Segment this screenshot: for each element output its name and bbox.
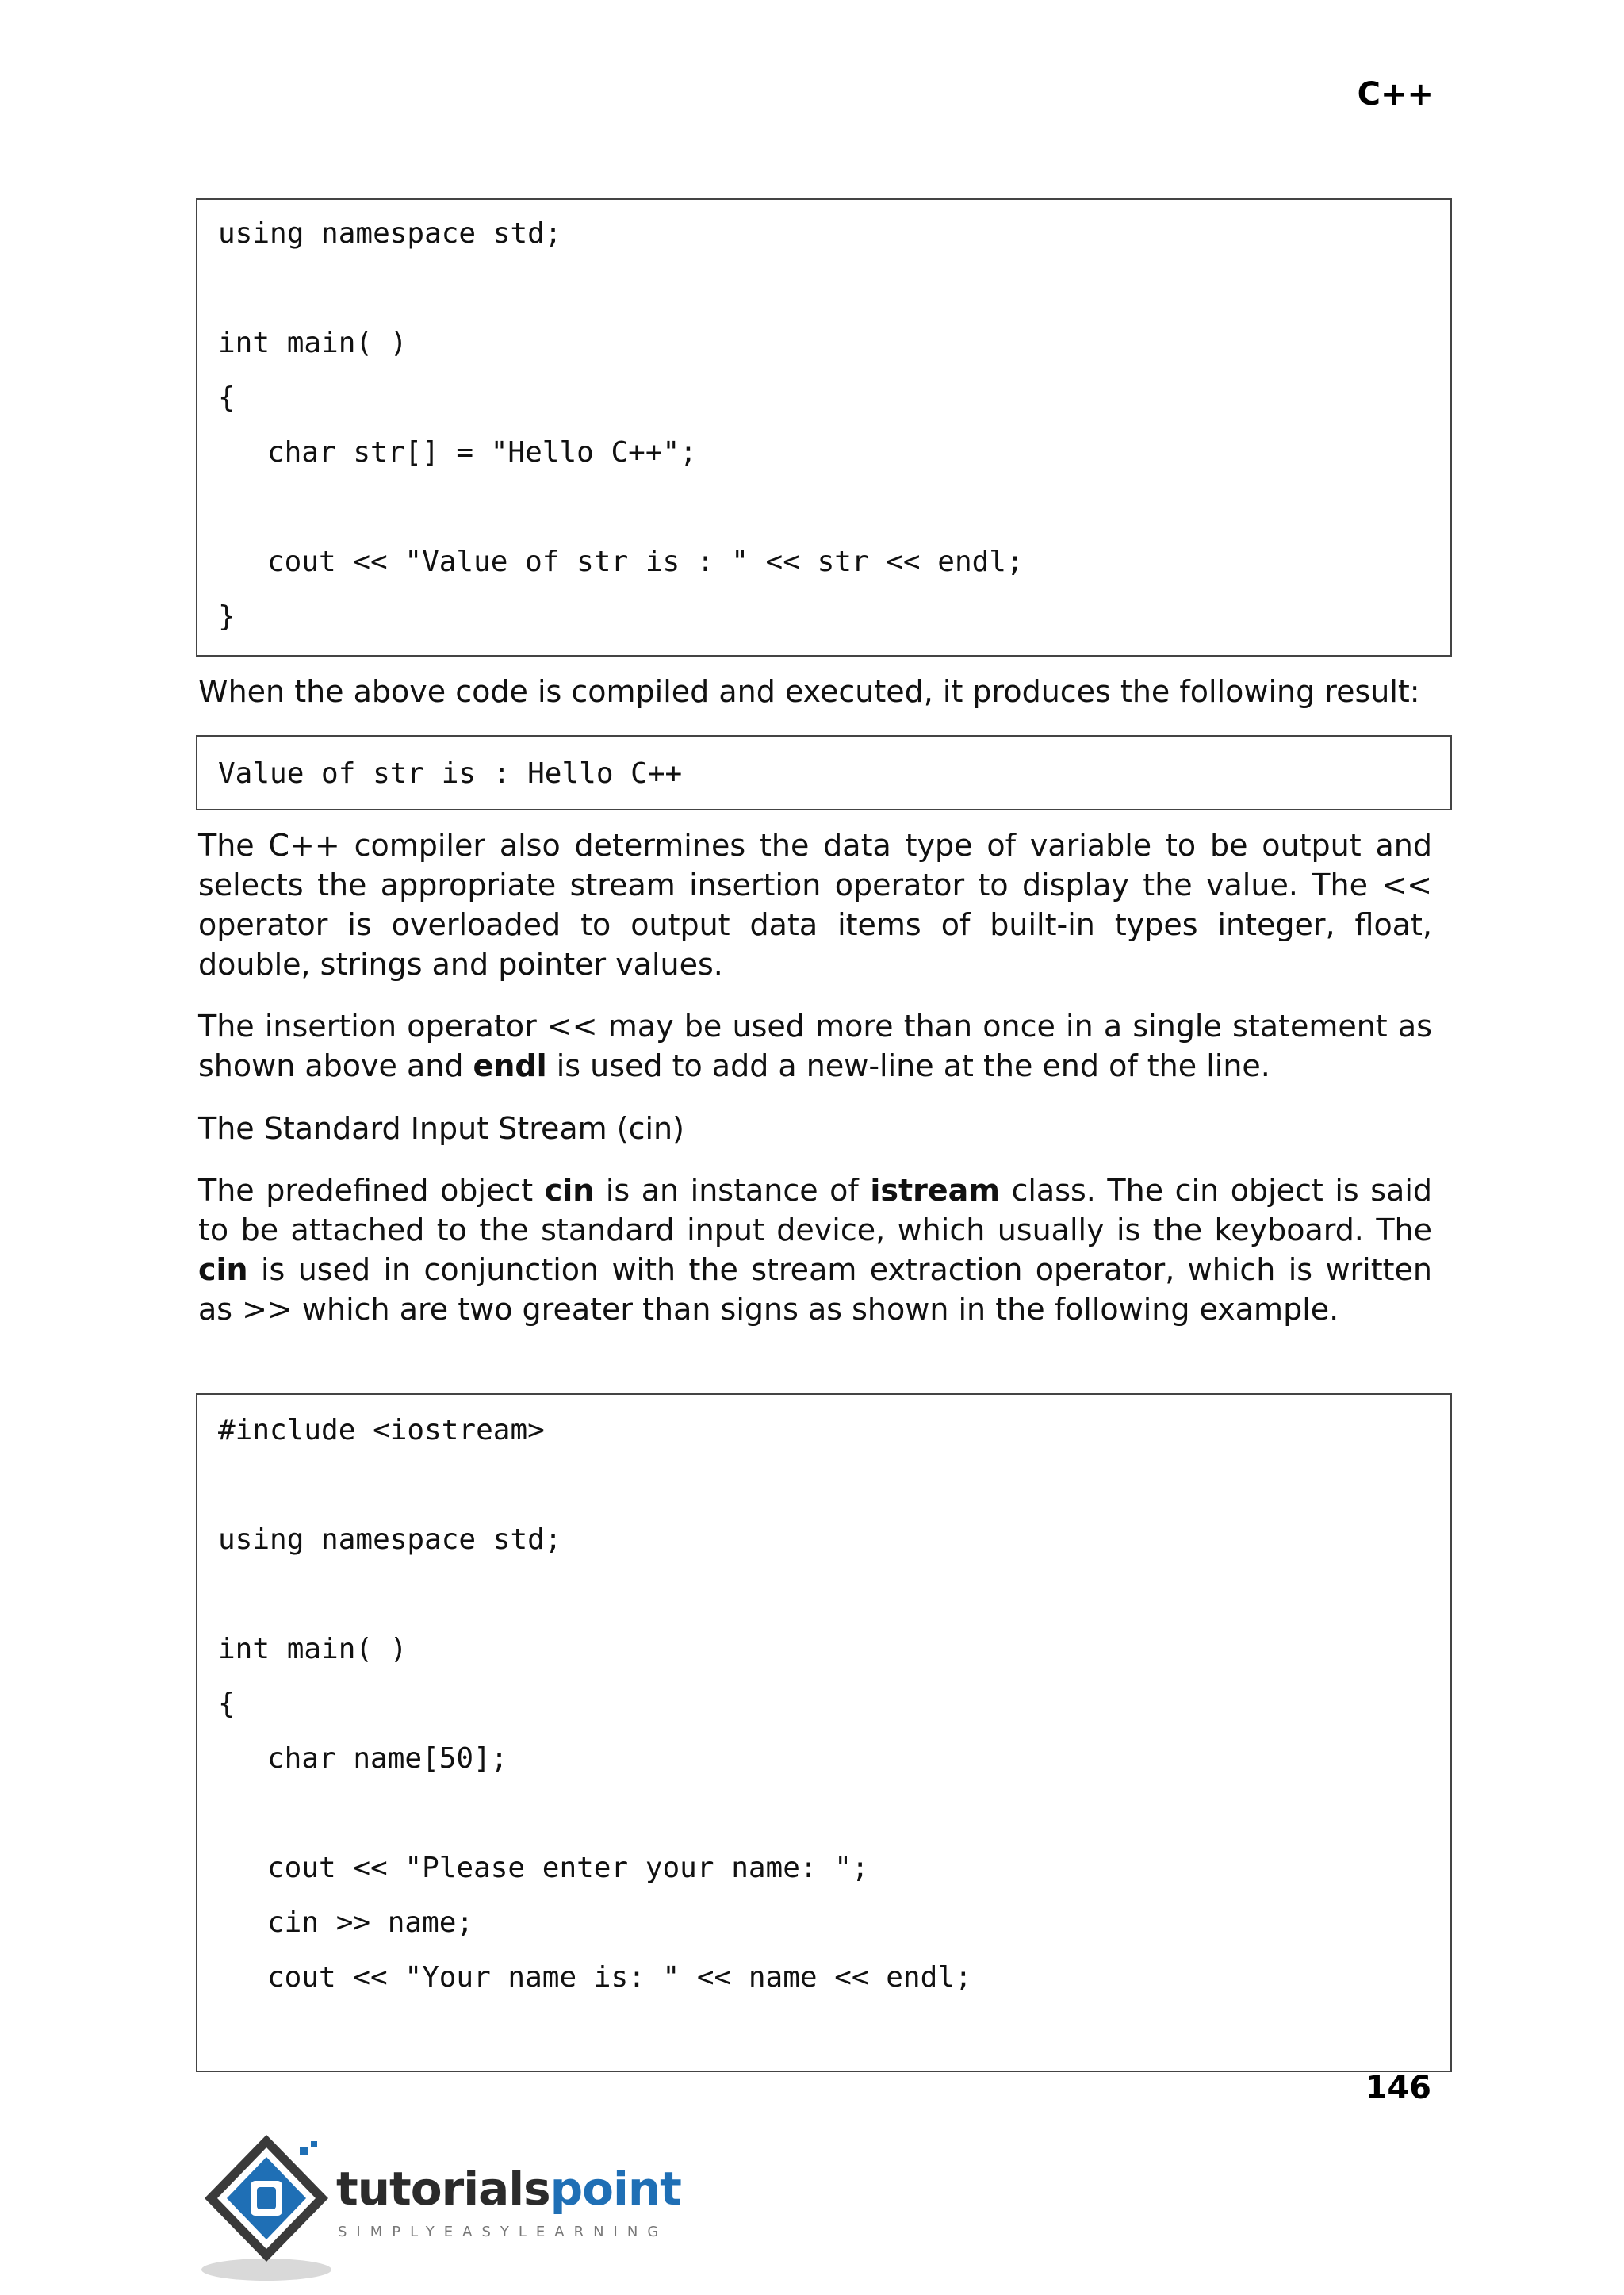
logo-diamond-icon	[195, 2125, 354, 2292]
logo-tagline: SIMPLYEASYLEARNING	[338, 2224, 668, 2240]
code-block-2	[196, 1393, 1452, 2072]
text-run: is an instance of	[594, 1173, 871, 1208]
code-line	[218, 1786, 1430, 1841]
paragraph-insertion	[198, 1006, 1432, 1086]
text-run: is used in conjunction with the stream extraction operator, which is written as >> which are two greater than signs as shown in the following example.	[198, 1252, 1432, 1327]
page-number: 146	[1365, 2070, 1431, 2106]
code-line	[218, 261, 1430, 316]
code-line: int main( )	[218, 1633, 408, 1665]
code-line: cout << "Please enter your name: ";	[267, 1852, 869, 1884]
code-line	[218, 480, 1430, 534]
bold-term-cin: cin	[544, 1173, 595, 1208]
code-line: char name[50];	[267, 1742, 508, 1775]
output-block	[196, 735, 1452, 810]
paragraph-compiler: The C++ compiler also determines the data type of variable to be output and selects the appropriate stream insertion operator to display the value. The << operator is overloaded to output data items of built-in types integer, float, double, strings and pointer values.	[198, 828, 1432, 982]
code-line: cout << "Your name is: " << name << endl;	[267, 1961, 972, 1994]
text-run: is used to add a new-line at the end of the line.	[546, 1048, 1270, 1083]
code-line	[218, 1567, 1430, 1622]
logo-word-tutorials: tutorials	[336, 2162, 550, 2216]
code-line: {	[218, 381, 236, 414]
code-line: using namespace std;	[218, 217, 562, 250]
code-line	[218, 2005, 1430, 2059]
tutorialspoint-logo	[195, 2125, 687, 2292]
code-line: cin >> name;	[267, 1906, 474, 1939]
bold-term-istream: istream	[870, 1173, 1000, 1208]
text-run: class. The cin object is said to be attached to the standard input device, which usually is the keyboard. The	[198, 1173, 1432, 1247]
logo-word-point: point	[550, 2162, 681, 2216]
text-run: The predefined object	[198, 1173, 545, 1208]
paragraph-result-intro: When the above code is compiled and executed, it produces the following result:	[198, 674, 1420, 709]
code-line: using namespace std;	[218, 1523, 562, 1556]
code-line: }	[218, 600, 236, 633]
section-heading: The Standard Input Stream (cin)	[198, 1111, 684, 1146]
running-header-title: C++	[1357, 76, 1434, 113]
paragraph-cin	[198, 1170, 1432, 1329]
bold-term-cin: cin	[198, 1252, 248, 1287]
text-run: The insertion operator << may be used more than once in a single statement as shown above and	[198, 1009, 1432, 1083]
code-line: cout << "Value of str is : " << str << endl;	[267, 546, 1024, 578]
logo-wordmark	[336, 2162, 681, 2216]
code-line: #include <iostream>	[218, 1414, 545, 1446]
bold-term-endl: endl	[473, 1048, 547, 1083]
code-line: char str[] = "Hello C++";	[267, 436, 697, 469]
code-block-1	[196, 198, 1452, 657]
code-line: int main( )	[218, 327, 408, 359]
code-line: {	[218, 1688, 236, 1720]
code-line	[218, 1458, 1430, 1512]
output-line: Value of str is : Hello C++	[218, 757, 683, 790]
